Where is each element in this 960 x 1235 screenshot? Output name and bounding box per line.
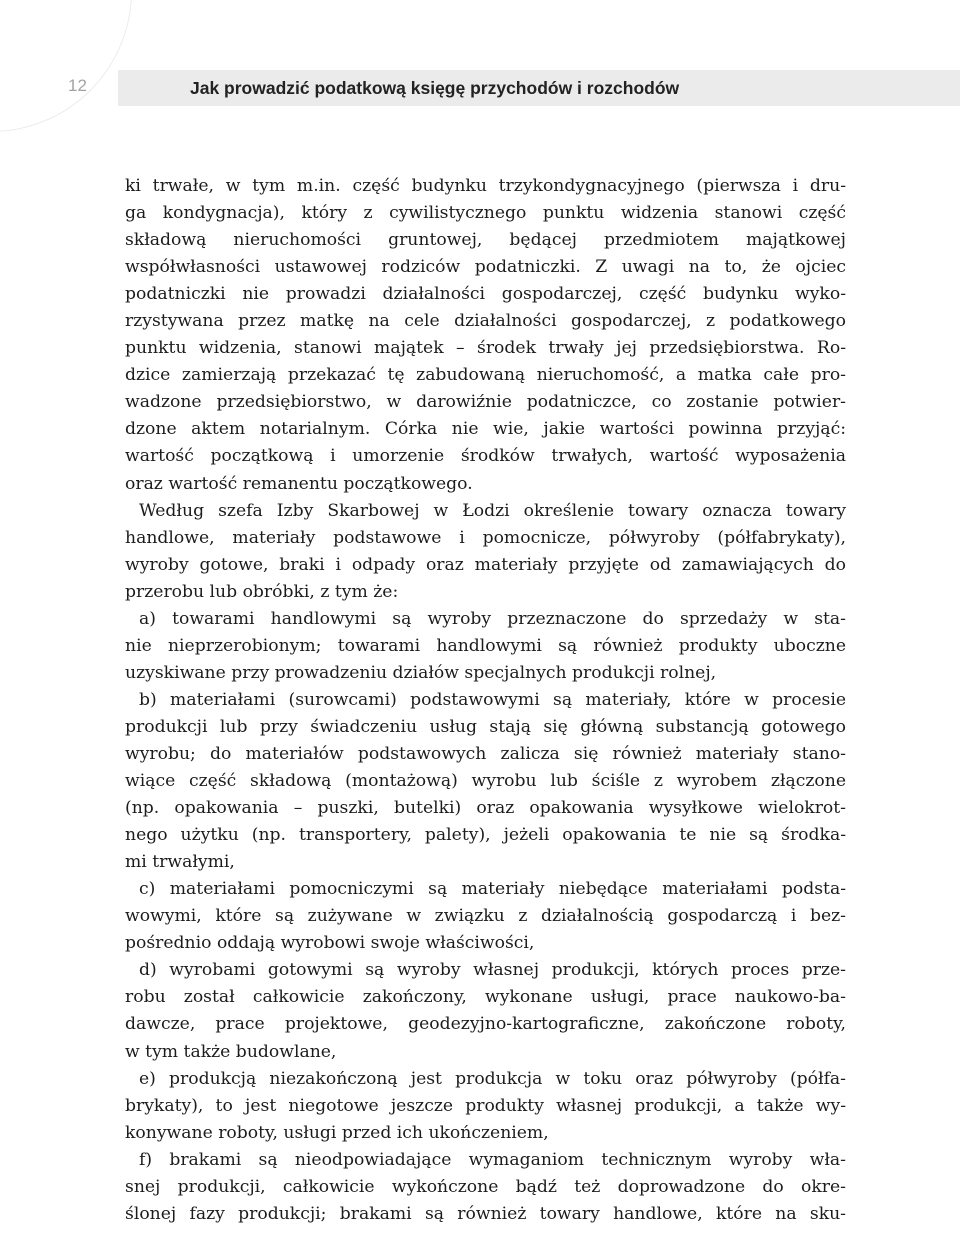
text-line: brykaty), to jest niegotowe jeszcze produkty własnej produkcji, a także wy-	[125, 1095, 846, 1116]
text-line: punktu widzenia, stanowi majątek – środek trwały jej przedsiębiorstwa. Ro-	[125, 338, 846, 359]
text-line: konywane roboty, usługi przed ich ukończeniem,	[125, 1122, 549, 1143]
decorative-corner-arc	[0, 0, 132, 132]
text-line: wartość początkową i umorzenie środków trwałych, wartość wyposażenia	[125, 446, 846, 467]
text-line: w tym także budowlane,	[125, 1041, 337, 1062]
text-line: f) brakami są nieodpowiadające wymaganiom technicznym wyroby wła-	[139, 1149, 846, 1170]
text-line: c) materiałami pomocniczymi są materiały niebędące materiałami podsta-	[139, 879, 846, 900]
text-line: pośrednio oddają wyrobowi swoje właściwości,	[125, 933, 535, 954]
text-line: (np. opakowania – puszki, butelki) oraz opakowania wysyłkowe wielokrot-	[125, 798, 846, 819]
text-line: b) materiałami (surowcami) podstawowymi są materiały, które w procesie	[139, 689, 846, 710]
text-line: wowymi, które są zużywane w związku z działalnością gospodarczą i bez-	[125, 906, 846, 927]
text-line: e) produkcją niezakończoną jest produkcja w toku oraz półwyroby (półfa-	[139, 1068, 846, 1089]
text-line: nie nieprzerobionym; towarami handlowymi są również produkty uboczne	[125, 635, 846, 656]
text-line: snej produkcji, całkowicie wykończone bądź też doprowadzone do okre-	[125, 1176, 846, 1197]
text-line: dzice zamierzają przekazać tę zabudowaną nieruchomość, a matka całe pro-	[125, 365, 846, 386]
text-line: robu został całkowicie zakończony, wykonane usługi, prace naukowo-ba-	[125, 987, 846, 1008]
text-line: ki trwałe, w tym m.in. część budynku trzykondygnacyjnego (pierwsza i dru-	[125, 176, 846, 196]
text-line: współwłasności ustawowej rodziców podatniczki. Z uwagi na to, że ojciec	[125, 257, 846, 278]
text-line: dawcze, prace projektowe, geodezyjno-kartograficzne, zakończone roboty,	[125, 1014, 846, 1035]
running-head-title: Jak prowadzić podatkową księgę przychodów i rozchodów	[190, 78, 680, 98]
text-line: wyroby gotowe, braki i odpady oraz materiały przyjęte od zamawiających do	[125, 554, 846, 575]
text-line: uzyskiwane przy prowadzeniu działów specjalnych produkcji rolnej,	[125, 662, 717, 683]
text-line: a) towarami handlowymi są wyroby przeznaczone do sprzedaży w sta-	[139, 608, 846, 629]
text-line: składową nieruchomości gruntowej, będącej przedmiotem majątkowej	[125, 230, 846, 251]
text-line: wyrobu; do materiałów podstawowych zalicza się również materiały stano-	[125, 743, 846, 764]
text-line: mi trwałymi,	[125, 852, 235, 873]
text-line: przerobu lub obróbki, z tym że:	[125, 581, 399, 602]
text-line: ga kondygnacja), który z cywilistycznego punktu widzenia stanowi część	[125, 203, 846, 224]
text-line: Według szefa Izby Skarbowej w Łodzi określenie towary oznacza towary	[139, 500, 846, 521]
text-line: oraz wartość remanentu początkowego.	[125, 473, 473, 494]
text-line: wadzone przedsiębiorstwo, w darowiźnie podatniczce, co zostanie potwier-	[125, 392, 846, 413]
text-line: handlowe, materiały podstawowe i pomocnicze, półwyroby (półfabrykaty),	[125, 527, 846, 548]
text-line: rzystywana przez matkę na cele działalności gospodarczej, z podatkowego	[125, 311, 846, 332]
text-line: ślonej fazy produkcji; brakami są również towary handlowe, które na sku-	[125, 1203, 846, 1224]
text-line: wiące część składową (montażową) wyrobu lub ściśle z wyrobem złączone	[125, 771, 846, 792]
text-line: podatniczki nie prowadzi działalności gospodarczej, część budynku wyko-	[125, 284, 846, 305]
body-text	[125, 173, 846, 1228]
text-line: nego użytku (np. transportery, palety), jeżeli opakowania te nie są środka-	[125, 825, 846, 846]
text-line: produkcji lub przy świadczeniu usług stają się główną substancją gotowego	[125, 716, 846, 737]
page-number: 12	[68, 76, 87, 95]
text-line: dzone aktem notarialnym. Córka nie wie, jakie wartości powinna przyjąć:	[125, 419, 846, 440]
text-line: d) wyrobami gotowymi są wyroby własnej produkcji, których proces prze-	[139, 960, 846, 981]
